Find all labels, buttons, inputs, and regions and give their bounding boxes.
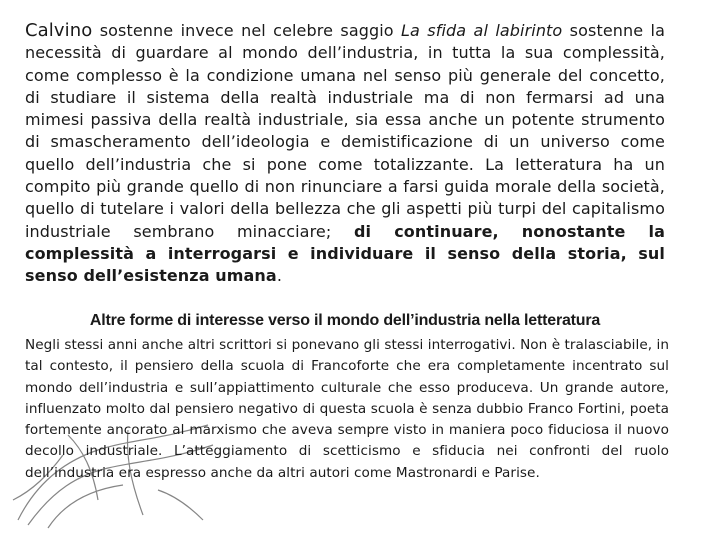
lead-word: Calvino — [25, 20, 93, 41]
end-punctuation: . — [276, 266, 282, 286]
section-paragraph: Negli stessi anni anche altri scrittori si ponevano gli stessi interrogativi. Non è tralasciabile, in tal contesto, il pensiero della scuola di Francoforte che era completamente incentrato sul mondo dell’industria e sull’appiattimento culturale che esso produceva. Un grande autore, influenzato molto dal pensiero negativo di questa scuola è senza dubbio Franco Fortini, poeta fortemente ancorato al marxismo che aveva sempre visto in maniera poco fiduciosa il nuovo decollo industriale. L’atteggiamento di scetticismo e sfiducia nei confronti del ruolo dell’industria era espresso anche da altri autori come Mastronardi e Parise. — [25, 337, 669, 481]
main-paragraph — [25, 20, 665, 288]
text-before-italic: sostenne invece nel celebre saggio — [92, 21, 402, 40]
bold-conclusion: di continuare, nonostante la complessità a interrogarsi e individuare il senso della storia, sul senso dell’esistenza umana — [25, 221, 665, 286]
section-title: Altre forme di interesse verso il mondo dell’industria nella letteratura — [89, 312, 601, 329]
text-after-italic: sostenne la necessità di guardare al mondo dell’industria, in tutta la sua complessità, come complesso è la condizione umana nel senso più generale del concetto, di studiare il sistema della realtà industriale ma di non fermarsi ad una mimesi passiva della realtà industriale, sia essa anche un potente strumento di smascheramento dell’ideologia e demistificazione di un universo come quello dell’industria che si pone come totalizzante. La letteratura ha un compito più grande quello di non rinunciare a farsi guida morale della società, quello di tutelare i valori della bellezza che gli aspetti più turpi del capitalismo industriale sembrano minacciare; — [25, 21, 665, 241]
essay-title: La sfida al labirinto — [401, 21, 563, 40]
